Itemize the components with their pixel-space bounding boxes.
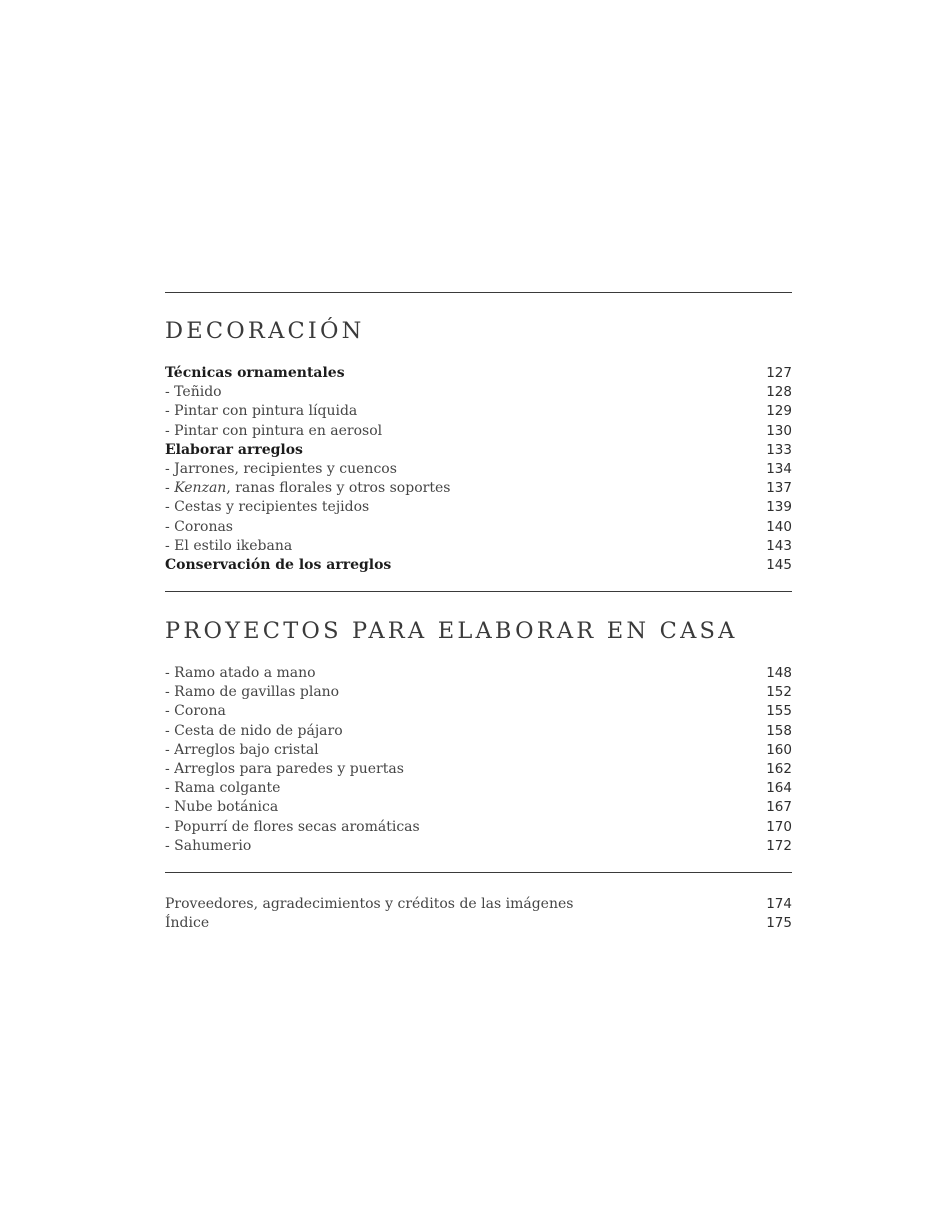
entry-label (165, 479, 450, 498)
toc-entry[interactable] (165, 837, 792, 856)
entry-label: - El estilo ikebana (165, 537, 293, 554)
entry-label: - Nube botánica (165, 799, 279, 816)
entry-label: - Arreglos bajo cristal (165, 741, 319, 758)
section-proyectos (165, 592, 792, 872)
entry-label: - Popurrí de flores secas aromáticas (165, 818, 420, 835)
page-number: 167 (766, 799, 792, 816)
toc-entry[interactable] (165, 760, 792, 779)
entry-label: Índice (165, 915, 210, 932)
entry-label: Elaborar arreglos (165, 441, 303, 458)
entry-label: - Teñido (165, 384, 222, 401)
entry-label: - Rama colgante (165, 780, 281, 797)
toc-entry[interactable] (165, 895, 792, 914)
page-number: 174 (766, 895, 792, 912)
entry-label: - Pintar con pintura líquida (165, 403, 358, 420)
page-number: 134 (766, 460, 792, 477)
toc-entry[interactable] (165, 556, 792, 575)
entry-list (165, 344, 792, 591)
toc-entry[interactable] (165, 383, 792, 402)
page-number: 148 (766, 665, 792, 682)
toc-entry[interactable] (165, 914, 792, 933)
entry-label-prefix: - (165, 480, 175, 497)
section-decoracion (165, 293, 792, 591)
entry-label: - Coronas (165, 518, 233, 535)
entry-label: - Arreglos para paredes y puertas (165, 761, 404, 777)
page-number: 137 (766, 480, 792, 497)
toc-entry[interactable] (165, 683, 792, 702)
toc-entry[interactable] (165, 537, 792, 556)
page-number: 130 (766, 422, 792, 439)
entry-label: Conservación de los arreglos (165, 556, 392, 573)
page-number: 164 (766, 780, 792, 797)
toc-entry[interactable] (165, 798, 792, 817)
toc-entry[interactable] (165, 479, 792, 498)
table-of-contents (165, 292, 792, 933)
entry-label: - Corona (165, 703, 226, 720)
toc-entry[interactable] (165, 498, 792, 517)
page-number: 160 (766, 741, 792, 758)
toc-entry[interactable] (165, 779, 792, 798)
page-number: 162 (766, 761, 792, 777)
entry-label: - Pintar con pintura en aerosol (165, 422, 383, 439)
entry-label-italic: Kenzan (174, 480, 227, 497)
page-number: 152 (766, 684, 792, 701)
toc-entry[interactable] (165, 741, 792, 760)
page-number: 175 (766, 915, 792, 932)
page-number: 140 (766, 518, 792, 535)
entry-label: Técnicas ornamentales (165, 365, 345, 381)
entry-list (165, 873, 792, 933)
toc-entry[interactable] (165, 364, 792, 383)
entry-label: - Ramo atado a mano (165, 665, 316, 682)
page-number: 155 (766, 703, 792, 720)
section-title: PROYECTOS PARA ELABORAR EN CASA (165, 618, 738, 645)
toc-entry[interactable] (165, 664, 792, 683)
page-number: 145 (766, 556, 792, 573)
page-number: 139 (766, 499, 792, 516)
entry-label: - Ramo de gavillas plano (165, 684, 340, 701)
toc-entry[interactable] (165, 702, 792, 721)
page-number: 158 (766, 722, 792, 739)
toc-entry[interactable] (165, 402, 792, 421)
toc-entry[interactable] (165, 818, 792, 837)
page-number: 127 (766, 365, 792, 381)
page-number: 129 (766, 403, 792, 420)
entry-label: - Cestas y recipientes tejidos (165, 499, 370, 516)
entry-label: - Cesta de nido de pájaro (165, 722, 343, 739)
page-number: 172 (766, 837, 792, 854)
toc-entry[interactable] (165, 518, 792, 537)
page-number: 143 (766, 537, 792, 554)
page-number: 128 (766, 384, 792, 401)
toc-entry[interactable] (165, 722, 792, 741)
section-title: DECORACIÓN (165, 318, 365, 344)
entry-list (165, 644, 792, 872)
entry-label: - Jarrones, recipientes y cuencos (165, 460, 397, 477)
toc-entry[interactable] (165, 460, 792, 479)
entry-label-rest: , ranas florales y otros soportes (226, 480, 451, 497)
section-backmatter (165, 873, 792, 933)
page-number: 170 (766, 818, 792, 835)
entry-label: - Sahumerio (165, 837, 252, 854)
page-number: 133 (766, 441, 792, 458)
entry-label: Proveedores, agradecimientos y créditos de las imágenes (165, 895, 574, 912)
toc-entry[interactable] (165, 422, 792, 441)
toc-entry[interactable] (165, 441, 792, 460)
